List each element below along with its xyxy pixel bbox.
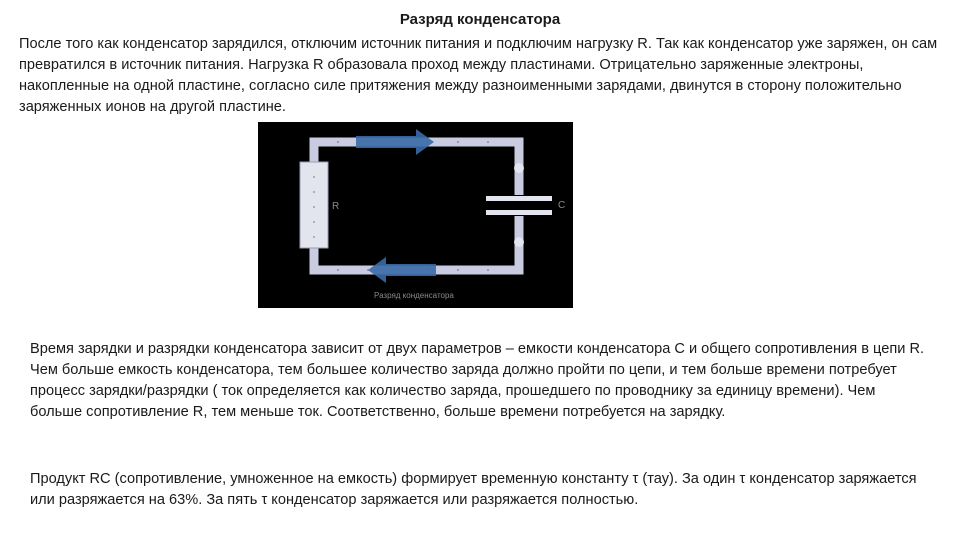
rc-paragraph: Продукт RC (сопротивление, умноженное на емкость) формирует временную константу τ (тау). За один τ конденсатор заряжается или разряжается на 63%. За пять τ конденсатор заряжается или разряжается полностью. [30,471,917,508]
circuit-diagram [258,122,573,308]
circuit-wire [314,142,519,270]
capacitor-plate-top [486,196,552,201]
resistor-body [300,162,328,248]
circuit-figure [258,122,573,308]
capacitor-plate-bottom [486,210,552,215]
slide-title: Разряд конденсатора [399,11,561,28]
intro-paragraph: После того как конденсатор зарядился, отключим источник питания и подключим нагрузку R. Так как конденсатор уже заряжен, он сам превратился в источник питания. Нагрузка R образовала проход между пластинами. Отрицательно заряженные электроны, накопленные на одной пластине, согласно силе притяжения между разноименными зарядами, двинутся в сторону положительно заряженных ионов на другой пластине. [19,36,938,115]
capacitor-node-bottom [514,237,524,247]
resistor-label: R [332,201,340,212]
figure-caption: Разряд конденсатора [374,291,454,300]
capacitor-label: C [558,200,566,211]
capacitor-node-top [514,163,524,173]
current-arrow-left [368,257,436,283]
wire-dots [337,141,489,271]
current-arrow-right [356,129,434,155]
time-paragraph: Время зарядки и разрядки конденсатора зависит от двух параметров – емкости конденсатора C и общего сопротивления в цепи R. Чем больше емкость конденсатора, тем большее количество заряда должно пройти по цепи, и тем больше времени потребует процесс зарядки/разрядки ( ток определяется как количество заряда, прошедшего по проводнику за единицу времени). Чем больше сопротивление R, тем меньше ток. Соответственно, больше времени потребуется на зарядку. [30,341,925,420]
